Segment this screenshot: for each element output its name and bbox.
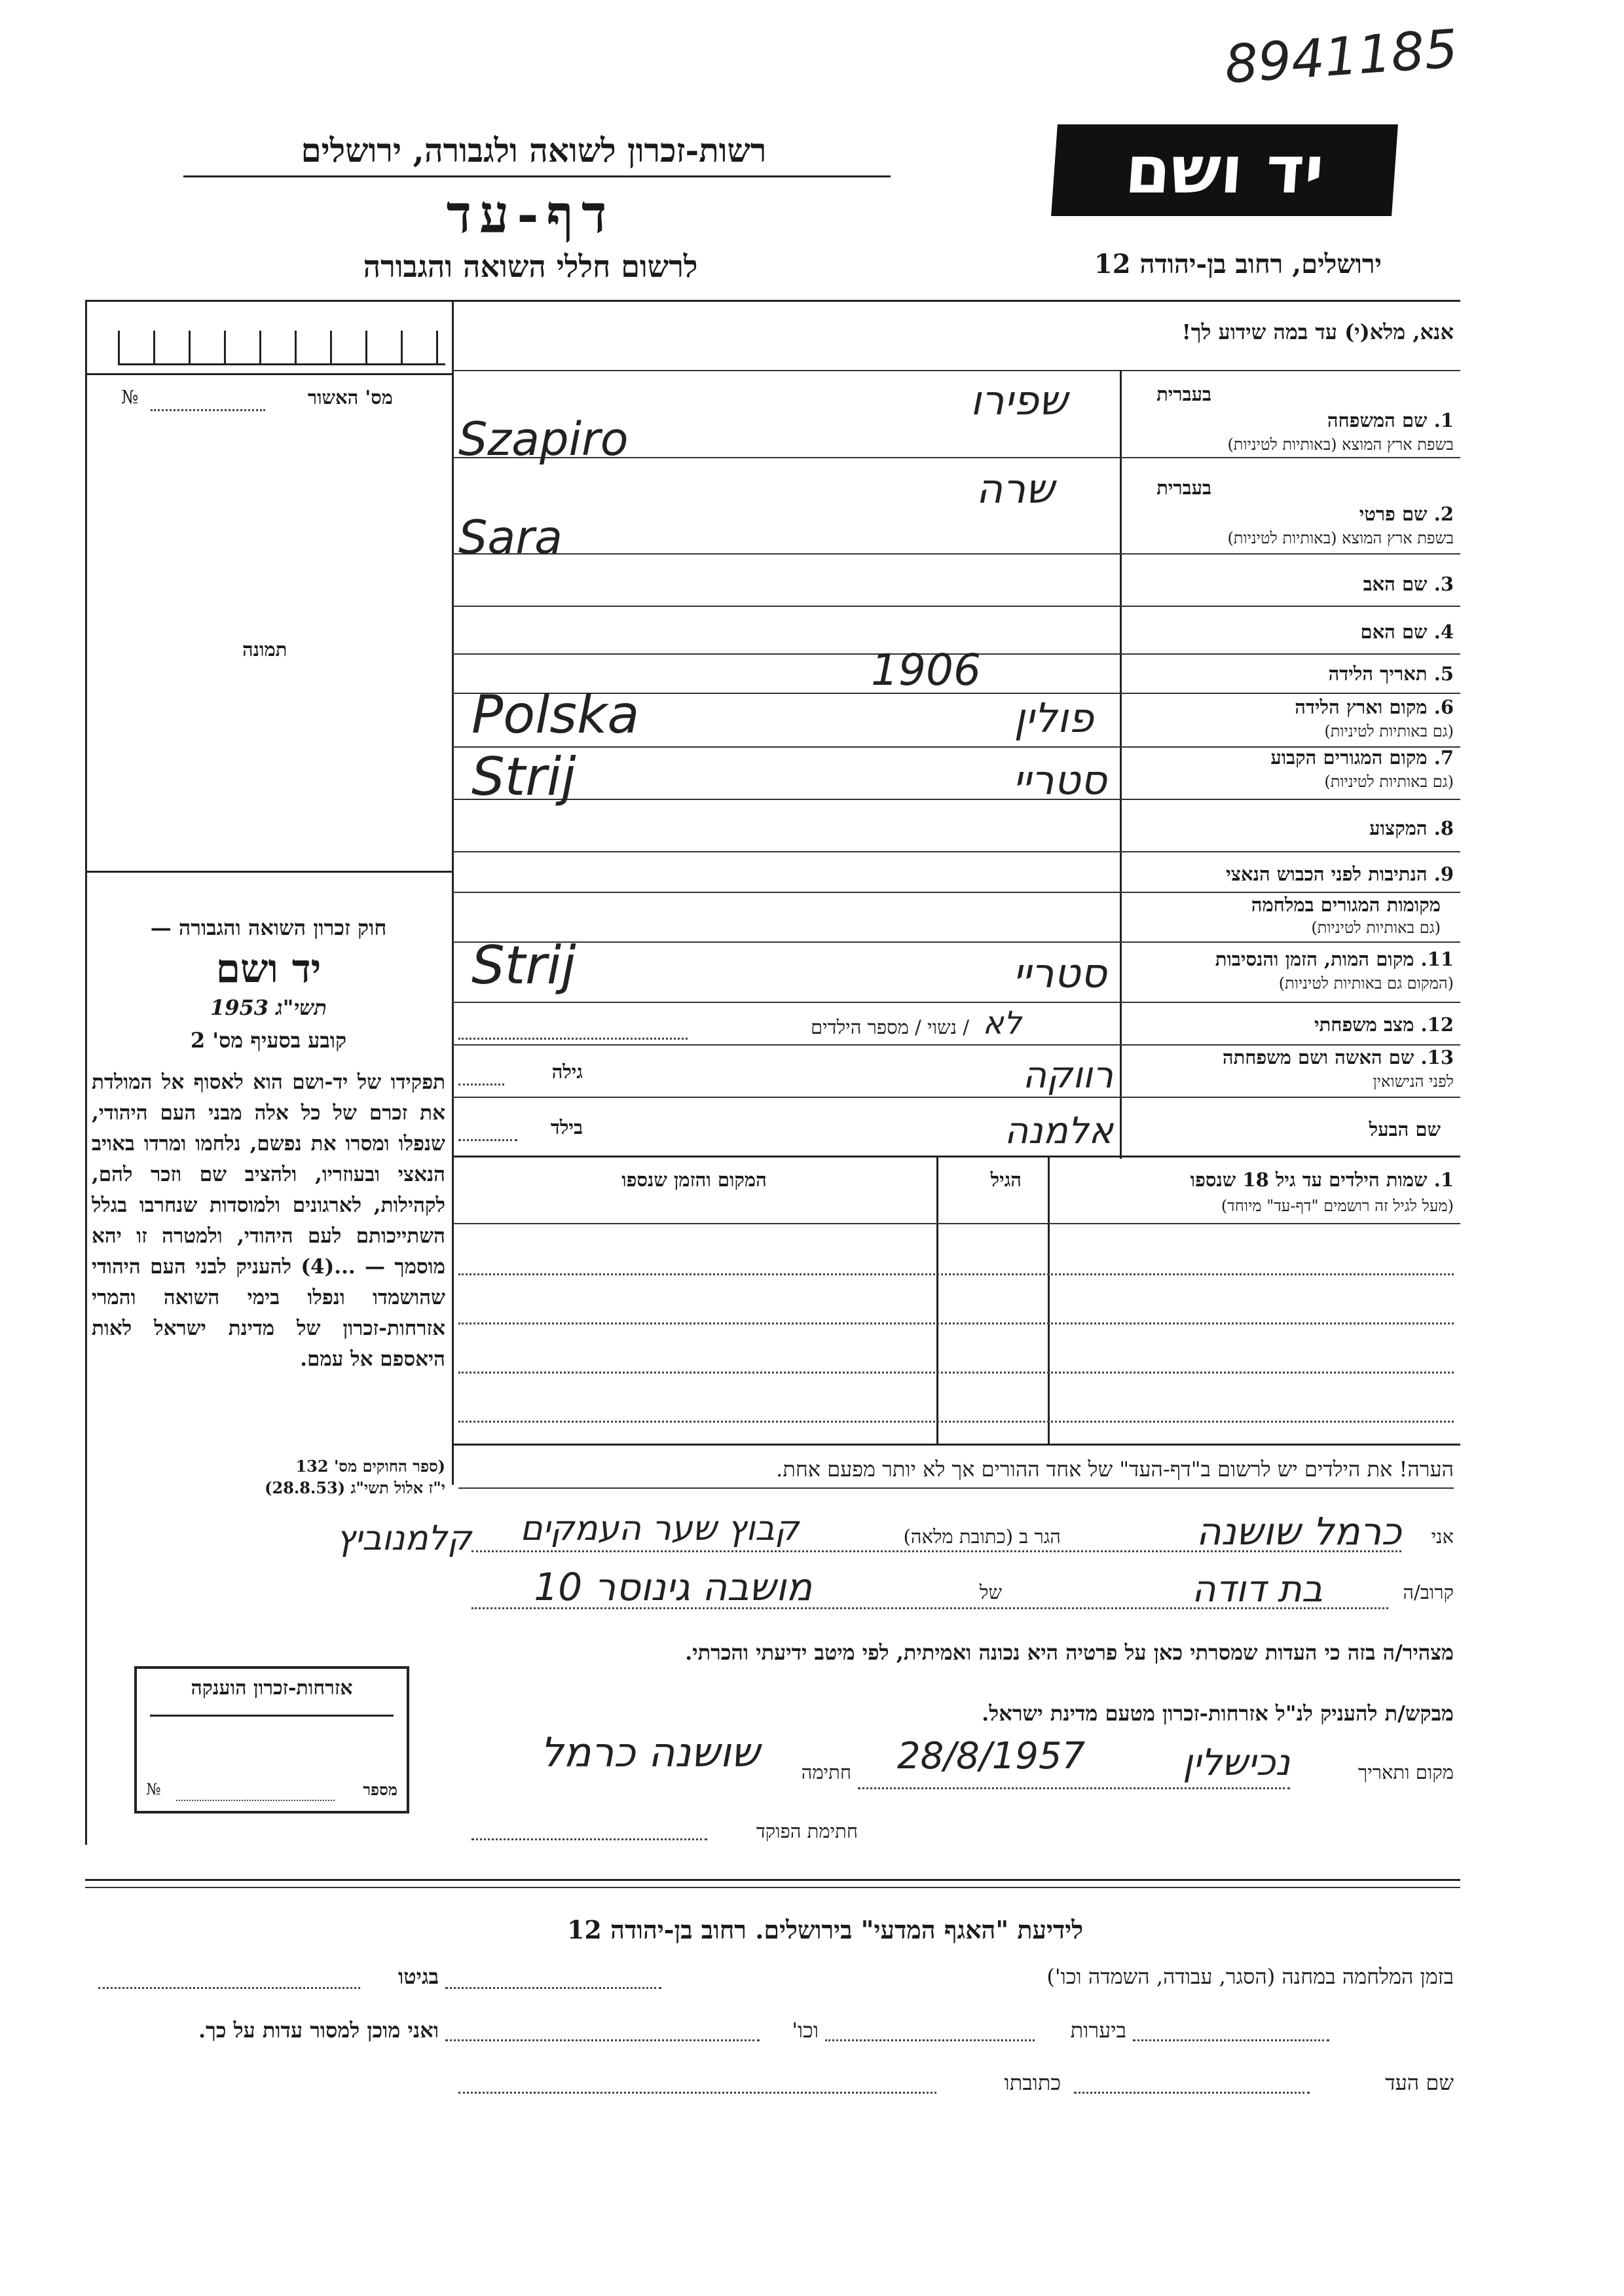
children-row-2 — [458, 1322, 1454, 1324]
declarant-city: קלמנוביץ — [336, 1519, 471, 1558]
place-date-label: מקום ותאריך — [1357, 1761, 1454, 1783]
declarant-address-2: מושבה גינוסר 10 — [534, 1565, 812, 1609]
marital-options: / נשוי / מספר הילדים — [810, 1016, 969, 1038]
hebrew-label-1: בעברית — [1156, 383, 1211, 405]
authority-name: רשות-זכרון לשואה ולגבורה, ירושלים — [301, 131, 767, 170]
etc-label: וכו' — [792, 2018, 819, 2043]
relation-label: קרוב/ה — [1403, 1581, 1454, 1603]
ghetto-label: בגיטו — [398, 1964, 439, 1989]
note-underline — [458, 1487, 1454, 1489]
fields-bottom-sep — [452, 1156, 1460, 1157]
children-row-4 — [458, 1421, 1454, 1423]
field-2-value-lat: Sara — [458, 511, 563, 564]
field-6-value-lat: Polska — [471, 684, 640, 745]
ghetto-line — [98, 1987, 360, 1989]
yad-vashem-address: ירושלים, רחוב בן-יהודה 12 — [1094, 249, 1382, 280]
born-label: בילד — [550, 1116, 583, 1139]
field-13-value: רווקה — [1022, 1054, 1113, 1097]
stamp-title: אזרחות-זכרון הוענקה — [191, 1677, 353, 1700]
children-sub: (מעל לגיל זה רושמים "דף-עד" מיוחד) — [1221, 1197, 1454, 1215]
born-line — [458, 1139, 517, 1141]
field-11-value-he: סטריי — [1012, 949, 1107, 997]
children-row-1 — [458, 1273, 1454, 1275]
frame-top — [85, 300, 1460, 302]
etc-line — [825, 2039, 1035, 2041]
field-6-value-he: פולין — [1014, 694, 1094, 742]
forests-line — [1133, 2039, 1329, 2041]
signature-line — [858, 1787, 1290, 1789]
form-title: דף-עד — [446, 183, 615, 245]
date-value: 28/8/1957 — [897, 1735, 1086, 1777]
marital-line — [458, 1038, 688, 1040]
hebrew-label-2: בעברית — [1156, 477, 1211, 499]
camp-line — [445, 1987, 661, 1989]
photo-label: תמונה — [242, 638, 287, 661]
document-number: 8941185 — [1223, 18, 1460, 96]
approval-no: № — [121, 386, 139, 408]
law-year: 1953 תשי"ג — [210, 995, 327, 1020]
age-line — [458, 1084, 504, 1085]
declarant-resides: הגר ב (כתובת מלאה) — [903, 1525, 1061, 1548]
children-col-place: המקום והזמן שנספו — [621, 1169, 767, 1191]
field-5-label: 5. תאריך הלידה — [1328, 663, 1454, 685]
field-3-label: 3. שם האב — [1363, 573, 1454, 595]
husband-label: שם הבעל — [1369, 1118, 1441, 1140]
approval-boxes — [118, 331, 445, 365]
officer-signature: חתימת הפוקד — [756, 1820, 858, 1842]
witness-address-label: כתובתו — [1004, 2070, 1061, 2095]
field-2-value-he: שרה — [976, 465, 1054, 513]
field-10-sep — [452, 941, 1460, 943]
field-8-sep — [452, 851, 1460, 852]
instruction-line — [452, 370, 1460, 371]
declarant-name: כרמל שושנה — [1196, 1509, 1401, 1554]
law-ref-2: י"ז אלול תשי"ג (28.8.53) — [265, 1478, 445, 1497]
officer-line — [471, 1838, 707, 1840]
field-7-label: 7. מקום המגורים הקבוע — [1270, 746, 1454, 769]
field-6-sub: (גם באותיות לטיניות) — [1324, 722, 1454, 740]
law-ref: (ספר החוקים מס' 132 — [295, 1457, 445, 1476]
signature-label: חתימה — [801, 1761, 851, 1783]
field-1-value-lat: Szapiro — [458, 412, 629, 466]
field-10-sub: (גם באותיות לטיניות) — [1311, 919, 1441, 937]
witness-ready-line — [445, 2039, 760, 2041]
photo-box-bottom — [85, 871, 452, 873]
survivor-line-1: בזמן המלחמה במחנה (הסגר, עבודה, השמדה וכו') — [1046, 1964, 1454, 1989]
witness-line — [1074, 2092, 1310, 2094]
declarant-address: קבוץ שער העמקים — [520, 1509, 799, 1548]
field-3-sep — [452, 606, 1460, 607]
field-9-sep — [452, 892, 1460, 893]
frame-bottom-2 — [85, 1887, 1460, 1888]
children-col-div-1 — [1048, 1156, 1050, 1444]
of-label: של — [979, 1581, 1002, 1603]
field-12-sep — [452, 1044, 1460, 1046]
signature: שושנה כרמל — [540, 1728, 760, 1776]
field-11-label: 11. מקום המות, הזמן והנסיבות — [1215, 948, 1454, 970]
field-4-label: 4. שם האם — [1360, 621, 1454, 643]
field-2-sub: בשפת ארץ המוצא (באותיות לטיניות) — [1227, 529, 1454, 547]
husband-value: אלמנה — [1004, 1110, 1113, 1152]
children-bottom — [452, 1444, 1460, 1446]
stamp-no: № — [146, 1780, 161, 1798]
left-top-sep — [85, 373, 452, 375]
law-text: תפקידו של יד-ושם הוא לאסוף אל המולדת את זכרם של כל אלה מבני העם היהודי, שנפלו ומסרו את נפשם, נלחמו ומרדו באויב הנאצי ובעוזריו, ולהציב שם וזכר להם, לקהילות, לארגונים ולמוסדות שנחרבו בגלל השתייכותם לעם היהודי, ולמטרה זו יהא מוסמך — ...(4) להעניק לבני העם היהודי שהושמדו ונפלו בימי השואה והמרי אזרחות-זכרון של מדינת ישראל לאות היאספם אל עמם. — [92, 1070, 445, 1371]
ready-to-testify: ואני מוכן למסור עדות על כך. — [198, 2018, 439, 2043]
forests-label: ביערות — [1070, 2018, 1126, 2043]
relation-line — [471, 1607, 1388, 1609]
children-header-sep — [452, 1223, 1460, 1224]
field-5-value: 1906 — [871, 645, 981, 695]
form-subtitle: לרשום חללי השואה והגבורה — [363, 249, 698, 284]
field-12-value: לא — [982, 1005, 1022, 1042]
field-9-label: 9. הנתיבות לפני הכבוש הנאצי — [1226, 863, 1454, 885]
witness-label: שם העד — [1385, 2070, 1454, 2095]
field-13-label: 13. שם האשה ושם משפחתה — [1222, 1046, 1454, 1068]
children-row-3 — [458, 1372, 1454, 1374]
field-11-sep — [452, 1002, 1460, 1003]
field-11-sub: (המקום גם באותיות לטיניות) — [1278, 974, 1454, 993]
frame-left — [85, 300, 87, 1845]
stamp-number: מספר — [363, 1780, 397, 1799]
field-11-value-lat: Strij — [471, 935, 576, 996]
law-title: חוק זכרון השואה והגבורה — — [150, 915, 387, 940]
declaration: מצהיר/ה בזה כי העדות שמסרתי כאן על פרטיה היא נכונה ואמיתית, לפי מיטב ידיעתי והכרתי. — [685, 1640, 1454, 1665]
field-6-label: 6. מקום וארץ הלידה — [1295, 696, 1454, 718]
field-1-label: 1. שם המשפחה — [1327, 409, 1454, 431]
declarant-ani: אני — [1431, 1525, 1454, 1548]
field-12-label: 12. מצב משפחתי — [1314, 1013, 1454, 1036]
field-13-sub: לפני הנישואין — [1373, 1072, 1454, 1091]
field-2-sep — [452, 553, 1460, 555]
field-2-label: 2. שם פרטי — [1359, 503, 1454, 525]
logo-text: יד ושם — [1122, 132, 1327, 208]
survivor-title: לידיעת "האגף המדעי" בירושלים. רחוב בן-יהודה 12 — [566, 1915, 1084, 1944]
field-1-value-he: שפירו — [970, 376, 1067, 424]
field-7-value-lat: Strij — [471, 746, 576, 807]
frame-bottom — [85, 1879, 1460, 1881]
witness-address-line — [458, 2092, 936, 2094]
field-7-sub: (גם באותיות לטיניות) — [1324, 773, 1454, 791]
approval-line — [151, 409, 265, 411]
note: הערה! את הילדים יש לרשום ב"דף-העד" של אחד ההורים אך לא יותר מפעם אחת. — [776, 1457, 1454, 1482]
request: מבקש/ת להעניק לנ"ל אזרחות-זכרון מטעם מדינת ישראל. — [982, 1701, 1454, 1726]
field-10-label: מקומות המגורים במלחמה — [1251, 894, 1441, 916]
instruction: אנא, מלא(י) עד במה שידוע לך! — [1181, 319, 1454, 344]
declarant-line — [471, 1550, 1401, 1552]
law-name: יד ושם — [215, 946, 322, 992]
authority-underline — [183, 175, 891, 177]
children-col-age: הגיל — [990, 1169, 1022, 1191]
field-13-sep — [452, 1097, 1460, 1098]
field-1-sub: בשפת ארץ המוצא (באותיות לטיניות) — [1227, 435, 1454, 454]
place-value: נכישלין — [1183, 1741, 1290, 1784]
approval-label: מס' האשור — [307, 386, 393, 409]
children-label: 1. שמות הילדים עד גיל 18 שנספו — [1190, 1169, 1454, 1191]
children-col-div-2 — [936, 1156, 938, 1444]
label-col-divider — [1120, 370, 1122, 1159]
relation-value: בת דודה — [1192, 1568, 1323, 1611]
yad-vashem-logo — [1051, 124, 1398, 216]
citizenship-stamp-box — [134, 1666, 409, 1813]
field-8-label: 8. המקצוע — [1369, 817, 1454, 839]
field-7-value-he: סטריי — [1012, 756, 1107, 804]
law-clause: קובע בסעיף מס' 2 — [190, 1028, 347, 1053]
age-label: גילה — [551, 1061, 583, 1083]
